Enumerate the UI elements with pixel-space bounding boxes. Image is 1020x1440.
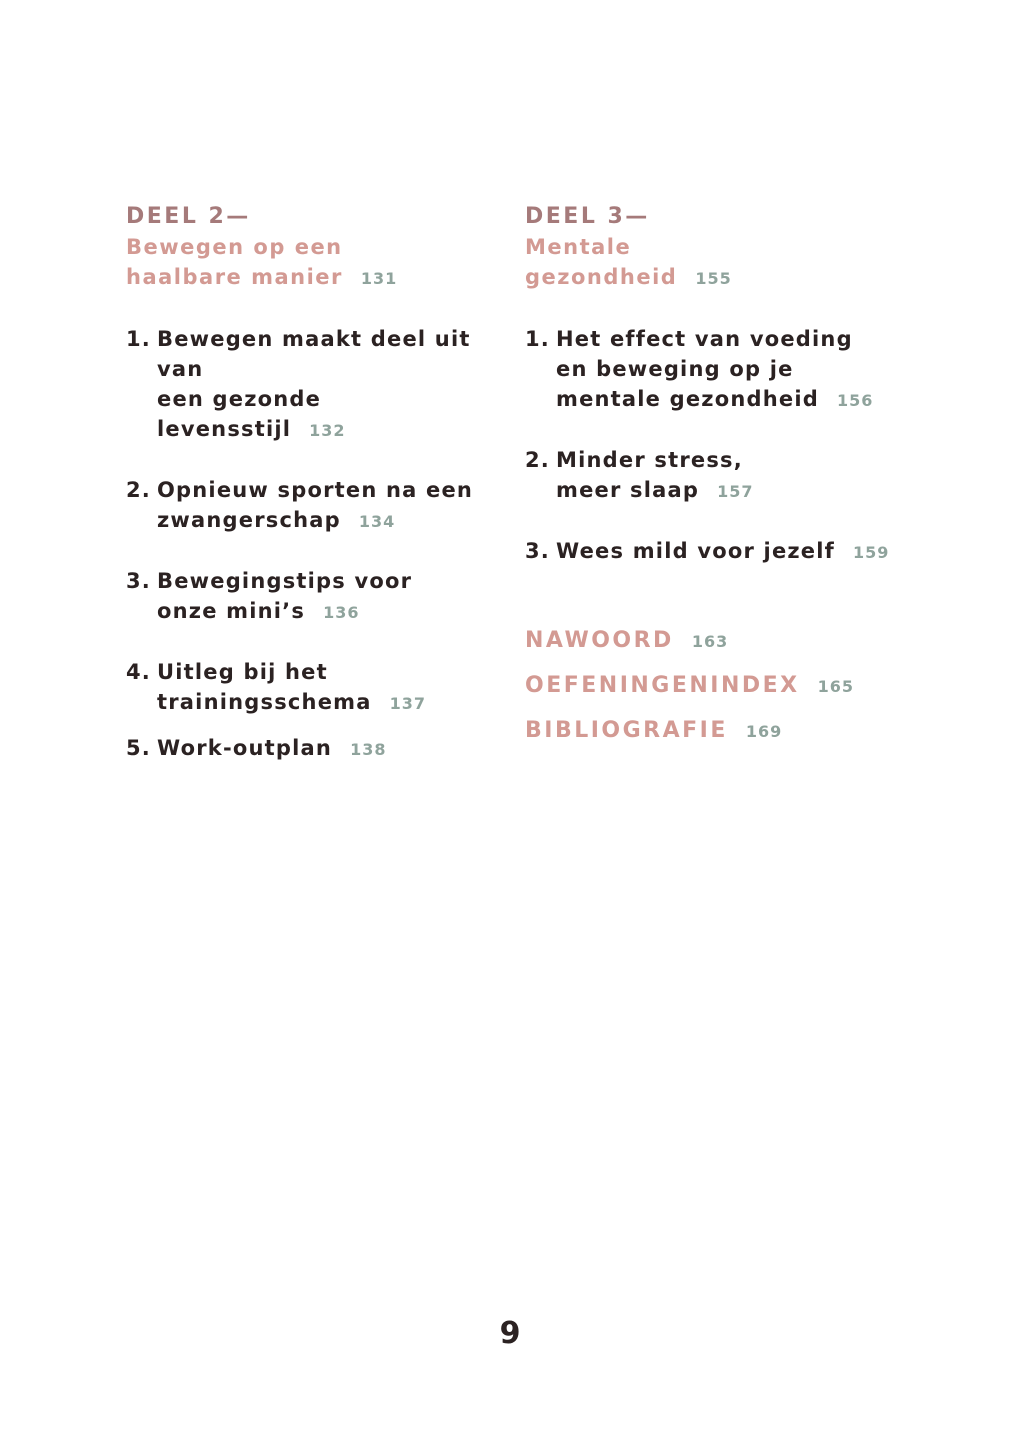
chapter-title-line: Bewegen maakt deel uit van — [157, 327, 471, 381]
part-2-label: DEEL 2— — [126, 204, 251, 229]
toc-entry-work-outplan[interactable] — [126, 733, 506, 765]
chapter-title-line: meer slaap — [556, 478, 700, 502]
part-2-title-line-2: haalbare manier 131 — [126, 265, 398, 289]
oefeningenindex-page-number: 165 — [817, 677, 855, 696]
toc-entry-opnieuw-sporten[interactable] — [126, 475, 506, 537]
toc-column-part-2 — [126, 202, 506, 765]
chapter-page-number: 134 — [358, 512, 396, 531]
part-2-page-number: 131 — [360, 269, 398, 288]
chapter-title-line: trainingsschema — [157, 690, 372, 714]
chapter-page-number: 156 — [836, 391, 874, 410]
toc-column-part-3 — [525, 202, 905, 747]
part-3-title-line-2: gezondheid 155 — [525, 265, 732, 289]
toc-entry-nawoord[interactable]: NAWOORD 163 — [525, 628, 729, 653]
part-3-page-number: 155 — [695, 269, 732, 288]
chapter-title-line: onze mini’s — [157, 599, 306, 623]
chapter-number: 1. — [525, 327, 550, 351]
chapter-page-number: 132 — [309, 421, 346, 440]
chapter-number: 2. — [126, 478, 151, 502]
chapter-number: 5. — [126, 736, 151, 760]
chapter-number: 2. — [525, 448, 550, 472]
chapter-number: 3. — [525, 539, 550, 563]
chapter-title-line: zwangerschap — [157, 508, 341, 532]
toc-entry-trainingsschema[interactable] — [126, 657, 506, 719]
chapter-title-line: Uitleg bij het — [157, 660, 328, 684]
toc-entry-bewegen-levensstijl[interactable] — [126, 324, 506, 446]
chapter-number: 1. — [126, 327, 151, 351]
chapter-title-line: Bewegingstips voor — [157, 569, 413, 593]
toc-entry-effect-voeding[interactable] — [525, 324, 905, 416]
part-2-title-line-1: Bewegen op een — [126, 235, 343, 259]
toc-entry-minder-stress[interactable] — [525, 445, 905, 507]
chapter-page-number: 138 — [350, 740, 387, 759]
chapter-title-line: en beweging op je — [556, 357, 794, 381]
chapter-title-line: Opnieuw sporten na een — [157, 478, 474, 502]
chapter-page-number: 157 — [717, 482, 754, 501]
bibliografie-page-number: 169 — [745, 722, 783, 741]
part-3-label: DEEL 3— — [525, 204, 650, 229]
toc-entry-bewegingstips[interactable] — [126, 566, 506, 628]
chapter-page-number: 159 — [852, 543, 890, 562]
chapter-title-line: mentale gezondheid — [556, 387, 819, 411]
part-2-chapter-list — [126, 324, 506, 765]
chapter-title-line: Het effect van voeding — [556, 327, 853, 351]
chapter-number: 4. — [126, 660, 151, 684]
chapter-page-number: 137 — [389, 694, 426, 713]
chapter-number: 3. — [126, 569, 151, 593]
toc-entry-bibliografie[interactable]: BIBLIOGRAFIE 169 — [525, 718, 783, 743]
chapter-title-line: Work-outplan — [157, 736, 333, 760]
part-3-title-line-1: Mentale — [525, 235, 632, 259]
page-number: 9 — [499, 1316, 521, 1351]
chapter-title-line: een gezonde levensstijl — [157, 387, 322, 441]
back-matter-list — [525, 626, 905, 747]
chapter-page-number: 136 — [323, 603, 360, 622]
nawoord-page-number: 163 — [691, 632, 729, 651]
chapter-title-line: Minder stress, — [556, 448, 743, 472]
toc-entry-wees-mild[interactable] — [525, 536, 905, 568]
toc-entry-oefeningenindex[interactable]: OEFENINGENINDEX 165 — [525, 673, 855, 698]
part-3-chapter-list — [525, 324, 905, 568]
chapter-title-line: Wees mild voor jezelf — [556, 539, 835, 563]
